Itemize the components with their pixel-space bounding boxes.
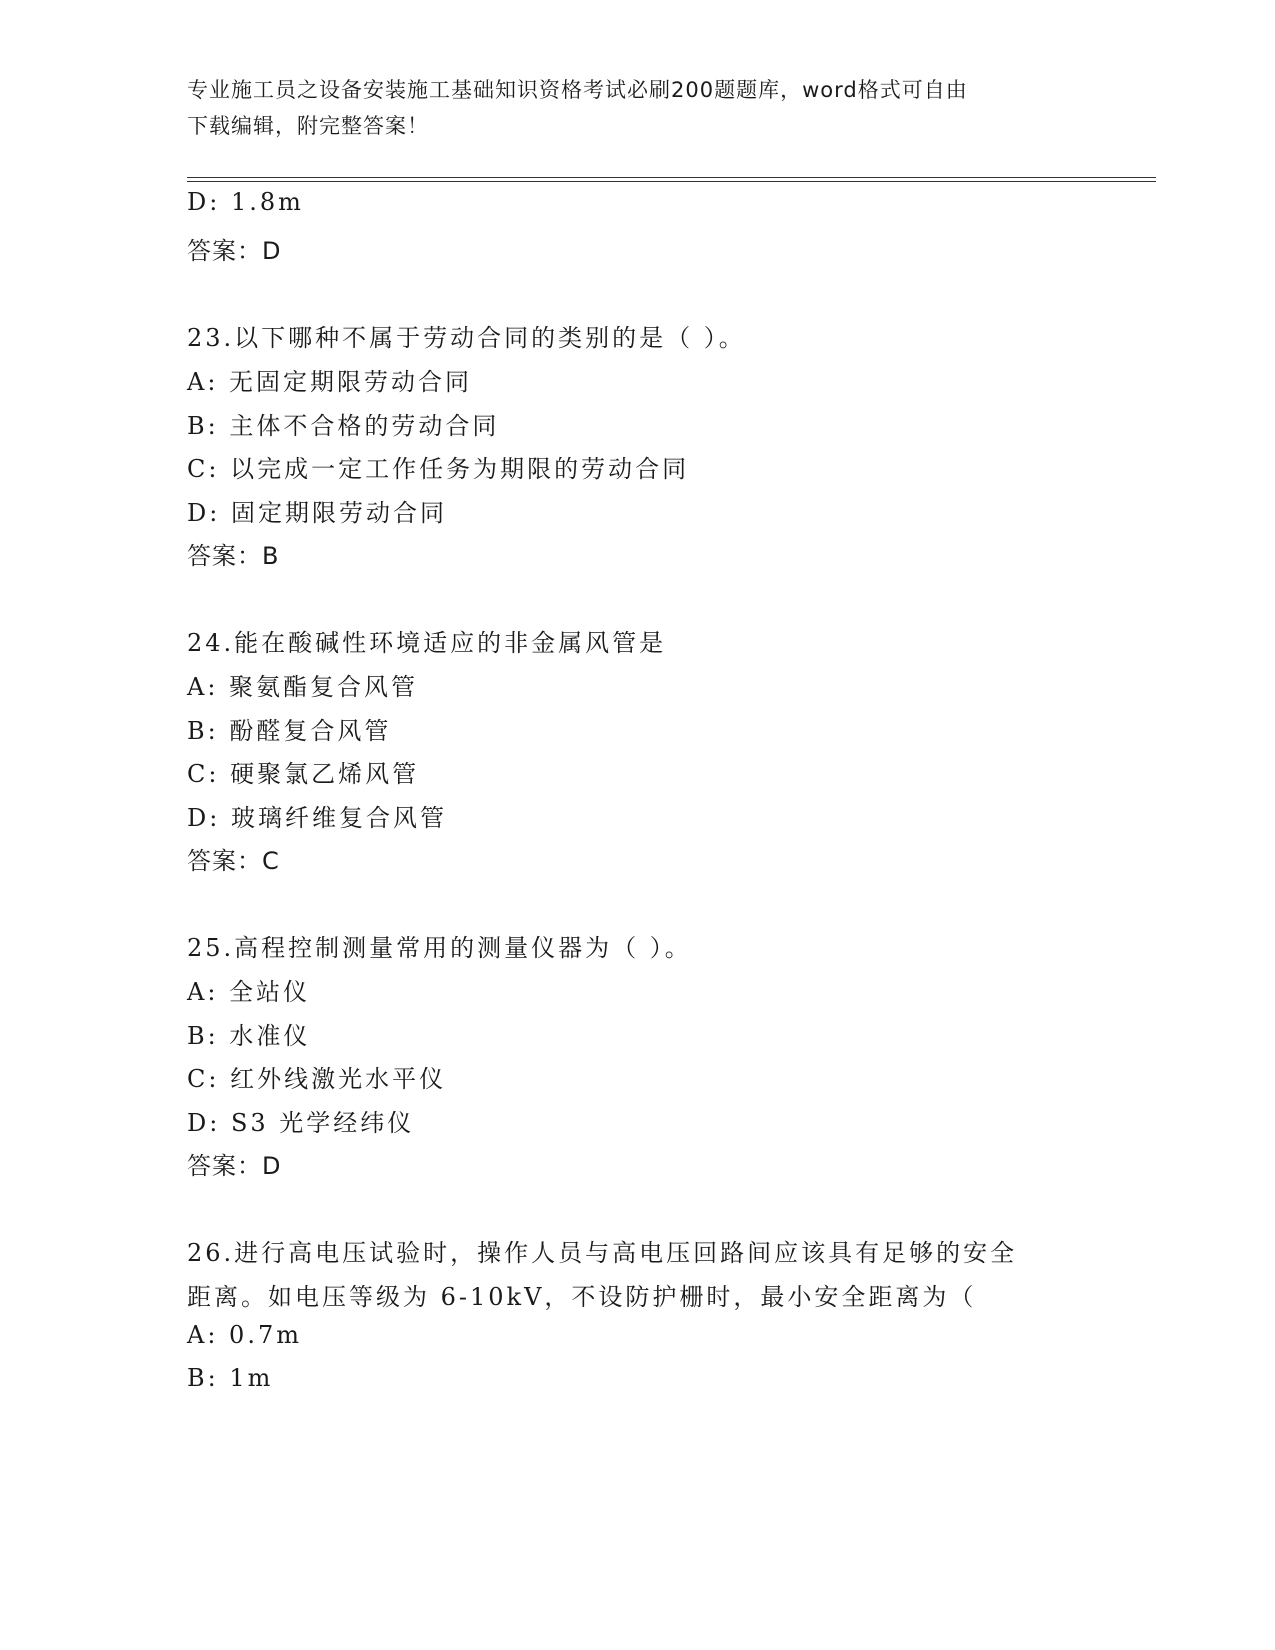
q25-option-d: D: S3 光学经纬仪	[187, 1109, 415, 1137]
q24-option-a: A: 聚氨酯复合风管	[187, 673, 419, 701]
q25-option-a: A: 全站仪	[187, 978, 311, 1006]
q24-option-b: B: 酚醛复合风管	[187, 717, 392, 745]
q24-answer: 答案：C	[187, 847, 280, 875]
header-divider-thick	[187, 177, 1156, 178]
q23-option-d: D: 固定期限劳动合同	[187, 499, 447, 527]
q25-stem: 25.高程控制测量常用的测量仪器为（ ）。	[187, 934, 692, 962]
header-title-line2: 下载编辑，附完整答案！	[187, 114, 429, 138]
q23-option-a: A: 无固定期限劳动合同	[187, 368, 473, 396]
header-divider-thin	[187, 181, 1156, 182]
q24-stem: 24.能在酸碱性环境适应的非金属风管是	[187, 629, 667, 657]
q25-option-c: C: 红外线激光水平仪	[187, 1065, 447, 1093]
q24-option-c: C: 硬聚氯乙烯风管	[187, 760, 420, 788]
header-title-line1: 专业施工员之设备安装施工基础知识资格考试必刷200题题库，word格式可自由	[187, 78, 968, 102]
prev-option-d: D: 1.8m	[187, 188, 304, 216]
q23-option-c: C: 以完成一定工作任务为期限的劳动合同	[187, 455, 690, 483]
q24-option-d: D: 玻璃纤维复合风管	[187, 804, 447, 832]
q26-option-a: A: 0.7m	[187, 1321, 302, 1349]
document-header	[187, 72, 1087, 144]
q26-option-b: B: 1m	[187, 1364, 274, 1392]
q26-stem-line1: 26.进行高电压试验时，操作人员与高电压回路间应该具有足够的安全	[187, 1239, 1018, 1267]
q23-answer: 答案：B	[187, 542, 280, 570]
q26-stem-line2: 距离。如电压等级为 6-10kV，不设防护栅时，最小安全距离为（	[187, 1283, 977, 1311]
q25-option-b: B: 水准仪	[187, 1022, 311, 1050]
q25-answer: 答案：D	[187, 1152, 282, 1180]
q23-option-b: B: 主体不合格的劳动合同	[187, 412, 500, 440]
q23-stem: 23.以下哪种不属于劳动合同的类别的是（ ）。	[187, 324, 746, 352]
prev-answer: 答案：D	[187, 237, 282, 265]
